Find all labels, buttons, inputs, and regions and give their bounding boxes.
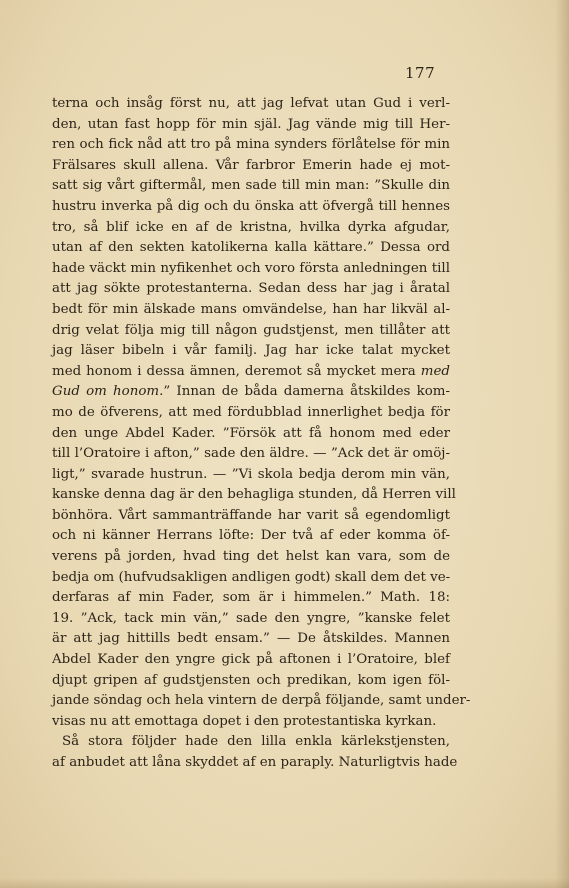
text-line <box>52 382 450 403</box>
text-line: till l’Oratoire i afton,” sade den äldre. — ”Ack det är omöj- <box>52 446 450 462</box>
body-text <box>52 94 471 774</box>
text-line: hade väckt min nyfikenhet och voro första anledningen till <box>52 260 450 276</box>
text-line: utan af den sekten katolikerna kalla kättare.” Dessa ord <box>52 240 450 256</box>
italic-text: Gud om honom. <box>52 384 164 400</box>
text-line: tro, så blif icke en af de kristna, hvilka dyrka afgudar, <box>52 219 450 235</box>
text-line: af anbudet att låna skyddet af en paraply. Naturligtvis hade <box>52 755 458 770</box>
text-line: bönhöra. Vårt sammanträffande har varit så egendomligt <box>52 507 450 523</box>
page-edge-shadow <box>555 0 569 888</box>
text-line: Abdel Kader den yngre gick på aftonen i l’Oratoire, blef <box>52 652 450 668</box>
text-line: 19. ”Ack, tack min vän,” sade den yngre, ”kanske felet <box>52 610 450 626</box>
text-line: visas nu att emottaga dopet i den protestantiska kyrkan. <box>52 713 437 729</box>
text-line-lead: med honom i dessa ämnen, deremot så mycket mera <box>52 363 416 379</box>
text-line-rest: ” Innan de båda damerna åtskildes kom- <box>163 384 450 400</box>
text-line: ligt,” svarade hustrun. — ”Vi skola bedja derom min vän, <box>52 466 450 482</box>
text-line: och ni känner Herrans löfte: Der två af eder komma öf- <box>52 528 450 544</box>
text-line: bedja om (hufvudsakligen andligen godt) skall dem det ve- <box>52 569 451 585</box>
text-line: mo de öfverens, att med fördubblad innerlighet bedja för <box>52 404 450 420</box>
text-line: satt sig vårt giftermål, men sade till min man: ”Skulle din <box>52 178 450 194</box>
text-line: drig velat följa mig till någon gudstjenst, men tillåter att <box>52 322 450 338</box>
text-line: jag läser bibeln i vår familj. Jag har icke talat mycket <box>52 343 450 359</box>
page-bottom-shadow <box>0 878 569 888</box>
text-line: Så stora följder hade den lilla enkla kärlekstjensten, <box>62 734 450 750</box>
text-line: ren och fick nåd att tro på mina synders förlåtelse för min <box>52 137 450 153</box>
text-line: jande söndag och hela vintern de derpå följande, samt under- <box>52 693 471 709</box>
text-line: Frälsares skull allena. Vår farbror Emerin hade ej mot- <box>52 157 450 173</box>
text-line: den, utan fast hopp för min själ. Jag vände mig till Her- <box>52 116 450 132</box>
text-line <box>52 362 450 383</box>
text-line: derfaras af min Fader, som är i himmelen.” Math. 18: <box>52 590 450 606</box>
italic-text: med <box>420 363 450 379</box>
text-line: kanske denna dag är den behagliga stunden, då Herren vill <box>52 487 456 503</box>
text-line: terna och insåg först nu, att jag lefvat utan Gud i verl- <box>52 96 450 111</box>
text-line: bedt för min älskade mans omvändelse, han har likväl al- <box>52 301 450 317</box>
text-line: är att jag hittills bedt ensam.” — De åtskildes. Mannen <box>52 631 450 647</box>
text-line: djupt gripen af gudstjensten och predikan, kom igen föl- <box>52 672 450 688</box>
text-line: verens på jorden, hvad ting det helst kan vara, som de <box>52 549 450 565</box>
text-line: den unge Abdel Kader. ”Försök att få honom med eder <box>52 425 450 441</box>
page-number: 177 <box>405 64 436 82</box>
text-line: att jag sökte protestanterna. Sedan dess har jag i åratal <box>52 281 450 297</box>
text-line: hustru inverka på dig och du önska att öfvergå till hennes <box>52 198 450 214</box>
